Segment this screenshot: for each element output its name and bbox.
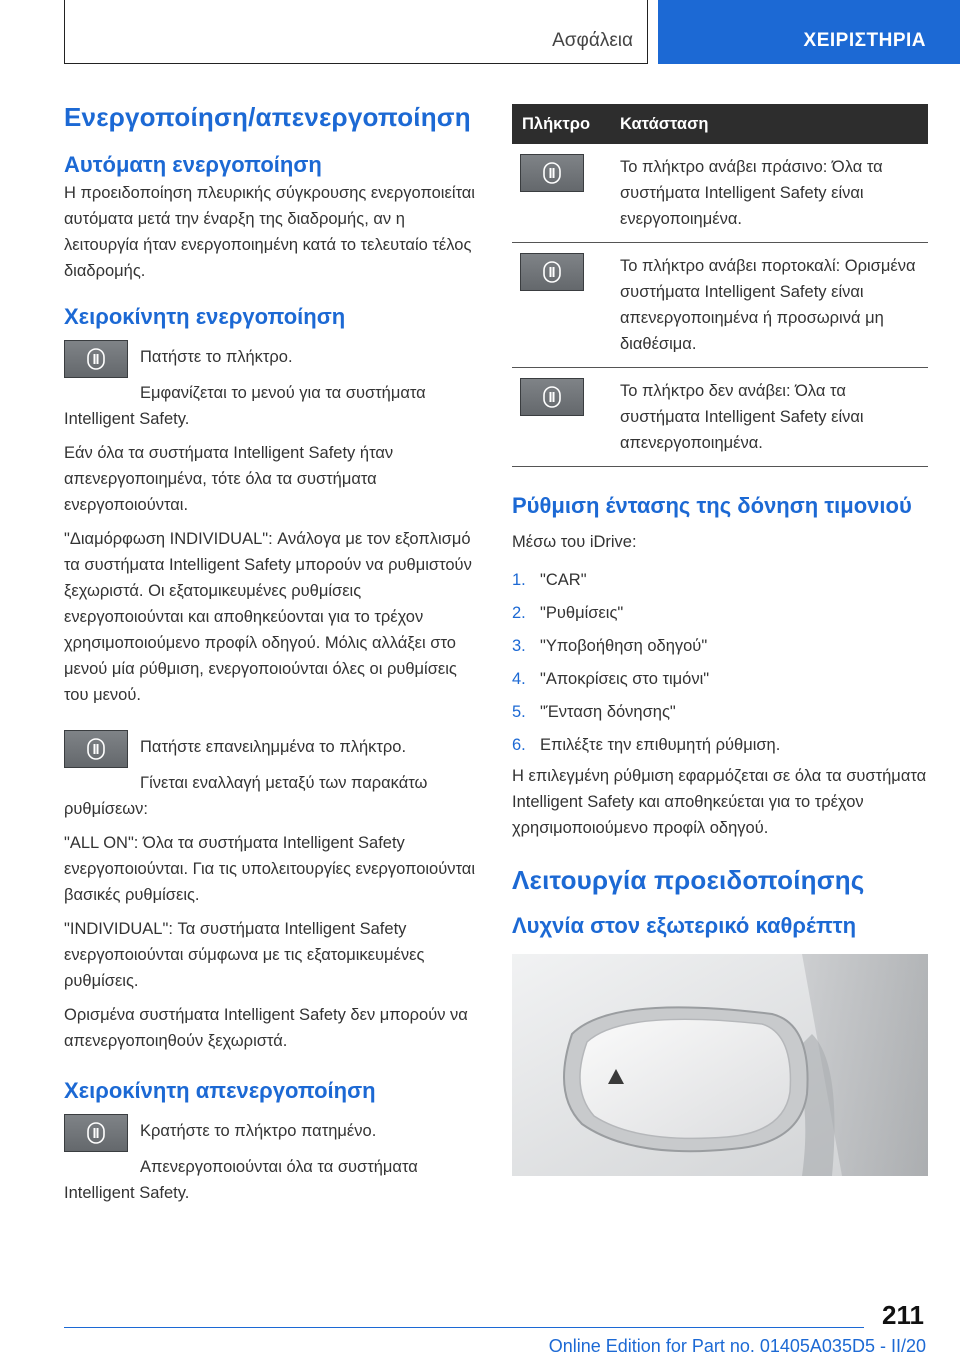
list-item: 5. "Ένταση δόνησης" — [512, 703, 676, 721]
page-title: Ενεργοποίηση/απενεργοποίηση — [64, 102, 471, 132]
all-off-text: Απενεργοποιούνται όλα τα συστήματα Intelligent Safety. — [64, 1158, 418, 1202]
table-header-state: Κατάσταση — [620, 114, 709, 133]
press-repeat-text: Πατήστε επανειλημμένα το πλήκτρο. — [140, 738, 407, 756]
table-cell-state: Το πλήκτρο δεν ανάβει: Όλα τα συστήματα Intelligent Safety είναι απενεργοποιημένα. — [610, 368, 928, 467]
if-all-text: Εάν όλα τα συστήματα Intelligent Safety ήταν απενεργοποιημένα, τότε όλα τα συστήματα ενεργοποιούνται. — [64, 444, 394, 514]
table-header-button: Πλήκτρο — [522, 114, 591, 133]
table-row — [512, 368, 928, 467]
toggle-text: Γίνεται εναλλαγή μεταξύ των παρακάτω ρυθμίσεων: — [64, 774, 428, 818]
table-cell-state: Το πλήκτρο ανάβει πορτοκαλί: Ορισμένα συστήματα Intelligent Safety είναι απενεργοποιημένα ή προσωρινά μη διαθέσιμα. — [610, 243, 928, 368]
mirror-heading: Λυχνία στον εξωτερικό καθρέπτη — [512, 913, 857, 938]
manual-off-heading: Χειροκίνητη απενεργοποίηση — [64, 1078, 376, 1103]
manual-heading: Χειροκίνητη ενεργοποίηση — [64, 304, 346, 329]
intelligent-safety-button-icon — [520, 253, 584, 291]
footer-divider — [64, 1327, 864, 1328]
individual2-text: "INDIVIDUAL": Τα συστήματα Intelligent Safety ενεργοποιούνται σύμφωνα με τις εξατομικευμένες ρυθμίσεις. — [64, 920, 425, 990]
steps-list — [512, 567, 928, 758]
list-item: 6. Επιλέξτε την επιθυμητή ρύθμιση. — [512, 736, 781, 754]
page-number: 211 — [882, 1300, 924, 1330]
press-button-text: Πατήστε το πλήκτρο. — [140, 348, 293, 366]
table-row — [512, 144, 928, 243]
table-cell-state: Το πλήκτρο ανάβει πράσινο: Όλα τα συστήματα Intelligent Safety είναι ενεργοποιημένα. — [610, 144, 928, 243]
header-chapter — [658, 0, 960, 64]
hold-button-text: Κρατήστε το πλήκτρο πατημένο. — [140, 1122, 377, 1140]
vibration-heading: Ρύθμιση έντασης της δόνηση τιμονιού — [512, 493, 912, 518]
applied-text: Η επιλεγμένη ρύθμιση εφαρμόζεται σε όλα τα συστήματα Intelligent Safety και αποθηκεύεται για το τρέχον χρησιμοποιούμενο προφίλ οδηγού. — [512, 767, 927, 837]
press-button-line — [64, 340, 480, 378]
press-repeat-line — [64, 730, 480, 768]
button-status-table — [512, 104, 928, 467]
menu-text: Εμφανίζεται το μενού για τα συστήματα Intelligent Safety. — [64, 384, 426, 428]
auto-heading: Αυτόματη ενεργοποίηση — [64, 152, 322, 177]
hold-button-line — [64, 1114, 480, 1152]
right-column — [512, 104, 928, 941]
list-item: 3. "Υποβοήθηση οδηγού" — [512, 637, 708, 655]
header-chapter-title: ΧΕΙΡΙΣΤΗΡΙΑ — [803, 30, 926, 51]
footer-edition: Online Edition for Part no. 01405A035D5 - II/20 — [548, 1336, 926, 1356]
via-idrive-text: Μέσω του iDrive: — [512, 533, 637, 551]
table-header-row — [512, 104, 928, 144]
side-mirror-illustration — [512, 954, 928, 1176]
individual-text: "Διαμόρφωση INDIVIDUAL": Ανάλογα με τον εξοπλισμό τα συστήματα Intelligent Safety μπορούν να ρυθμιστούν ξεχωριστά. Οι εξατομικευμένες ρυθμίσεις ενεργοποιούνται και αποθηκεύονται για το τρέχον χρησιμοποιούμενο προφίλ οδηγού. Μόλις αλλάξει στο μενού μία ρύθμιση, ενεργοποιούνται όλες οι ρυθμίσεις του μενού. — [64, 530, 472, 704]
intelligent-safety-button-icon — [520, 378, 584, 416]
table-row — [512, 243, 928, 368]
auto-text: Η προειδοποίηση πλευρικής σύγκρουσης ενεργοποιείται αυτόματα μετά την έναρξη της διαδρομής, αν η λειτουργία ήταν ενεργοποιημένη κατά το τελευταίο τέλος διαδρομής. — [64, 184, 475, 280]
all-on-text: "ALL ON": Όλα τα συστήματα Intelligent Safety ενεργοποιούνται. Για τις υπολειτουργίες ενεργοποιούνται βασικές ρυθμίσεις. — [64, 834, 475, 904]
some-text: Ορισμένα συστήματα Intelligent Safety δεν μπορούν να απενεργοποιηθούν ξεχωριστά. — [64, 1006, 468, 1050]
intelligent-safety-button-icon — [520, 154, 584, 192]
intelligent-safety-button-icon — [64, 340, 128, 378]
intelligent-safety-button-icon — [64, 1114, 128, 1152]
list-item: 1. "CAR" — [512, 571, 587, 589]
list-item: 4. "Αποκρίσεις στο τιμόνι" — [512, 670, 710, 688]
left-column — [64, 100, 480, 1206]
header-section-title: Ασφάλεια — [552, 30, 633, 51]
list-item: 2. "Ρυθμίσεις" — [512, 604, 624, 622]
header-section — [64, 0, 648, 64]
warning-heading: Λειτουργία προειδοποίησης — [512, 865, 865, 895]
intelligent-safety-button-icon — [64, 730, 128, 768]
